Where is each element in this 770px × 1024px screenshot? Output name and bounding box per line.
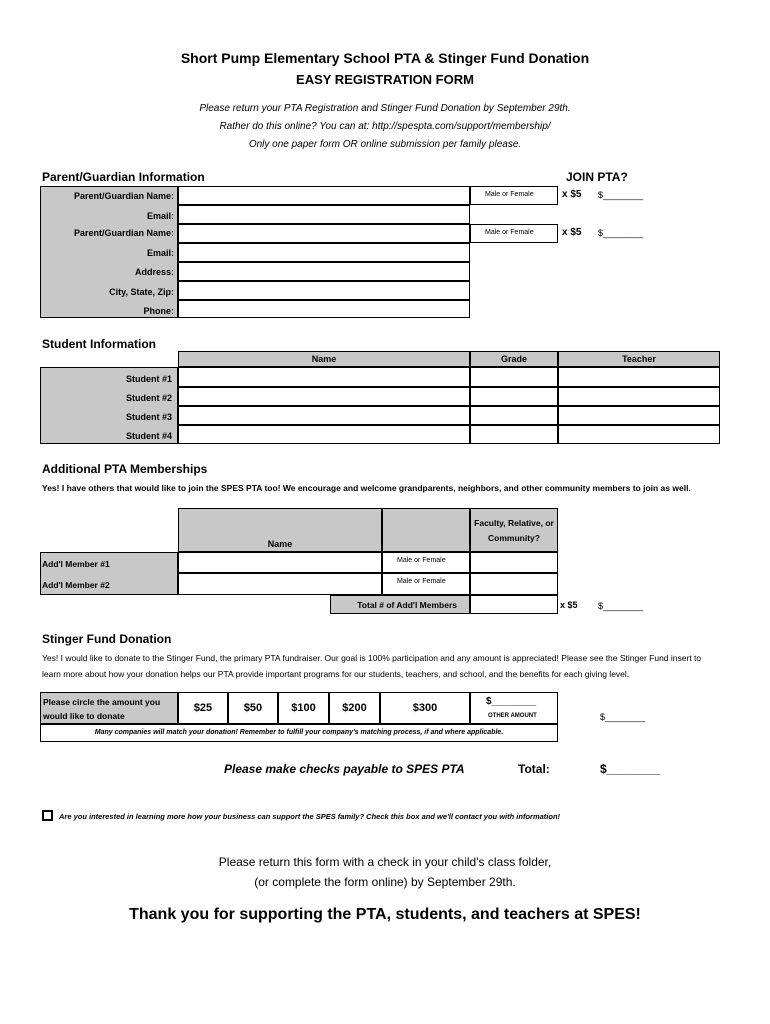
matching-note-cell bbox=[40, 724, 558, 742]
student1-grade-field[interactable] bbox=[470, 367, 558, 387]
parent2-name-field[interactable] bbox=[178, 224, 470, 243]
business-interest-checkbox[interactable] bbox=[42, 810, 53, 821]
stinger-intro-text: Yes! I would like to donate to the Stinger Fund, the primary PTA fundraiser. Our goal is 100% participation and any amount is appreciated! Please see the Stinger Fund insert to learn more about how your donation helps our PTA provide important programs for our students, teachers, and school, and the benefits for each giving level. bbox=[42, 653, 702, 679]
parent1-gender-field[interactable] bbox=[470, 186, 558, 205]
stinger-section-heading: Stinger Fund Donation bbox=[42, 632, 172, 646]
additional-section-heading: Additional PTA Memberships bbox=[42, 462, 208, 476]
city-field[interactable] bbox=[178, 281, 470, 300]
parent2-amount-blank: $________ bbox=[598, 228, 644, 238]
form-subtitle: EASY REGISTRATION FORM bbox=[296, 72, 474, 87]
form-title: Short Pump Elementary School PTA & Stinger Fund Donation bbox=[180, 50, 590, 66]
addl-name-header bbox=[178, 508, 382, 552]
col-teacher: Teacher bbox=[622, 354, 656, 364]
total-label: Total: bbox=[518, 762, 550, 776]
amount-option-label: $200 bbox=[342, 702, 367, 714]
student-teacher-header bbox=[558, 351, 720, 367]
instruction-line-3: Only one paper form OR online submission per family please. bbox=[248, 139, 522, 150]
student2-grade-field[interactable] bbox=[470, 387, 558, 406]
parent-section-heading: Parent/Guardian Information bbox=[42, 170, 205, 184]
parent2-price: x $5 bbox=[562, 227, 582, 238]
parent1-price: x $5 bbox=[562, 189, 582, 200]
student1-name-field[interactable] bbox=[178, 367, 470, 387]
student-grade-header bbox=[470, 351, 558, 367]
student4-grade-field[interactable] bbox=[470, 425, 558, 444]
addl-amount-blank: $________ bbox=[598, 601, 644, 611]
thank-you-message: Thank you for supporting the PTA, students, and teachers at SPES! bbox=[129, 906, 641, 923]
student-row-label: Student #1 bbox=[125, 374, 172, 384]
gender-placeholder: Male or Female bbox=[485, 191, 534, 198]
instruction-line-1: Please return your PTA Registration and Stinger Fund Donation by September 29th. bbox=[199, 103, 571, 114]
gender-placeholder: Male or Female bbox=[397, 557, 446, 564]
addl-member-2-label: Add'l Member #2 bbox=[42, 580, 110, 590]
total-addl-label: Total # of Add'l Members bbox=[357, 600, 457, 610]
parent1-name-field[interactable] bbox=[178, 186, 470, 205]
amount-option-label: $25 bbox=[193, 702, 213, 714]
parent2-email-label: Email: bbox=[146, 248, 174, 258]
col-grade: Grade bbox=[500, 354, 527, 364]
parent1-email-label: Email: bbox=[146, 211, 174, 221]
student-section-heading: Student Information bbox=[42, 337, 156, 351]
student-row-label: Student #2 bbox=[125, 393, 172, 403]
student1-teacher-field[interactable] bbox=[558, 367, 720, 387]
student-name-header bbox=[178, 351, 470, 367]
parent1-email-field[interactable] bbox=[178, 205, 470, 224]
parent2-email-field[interactable] bbox=[178, 243, 470, 262]
city-label: City, State, Zip: bbox=[109, 287, 174, 297]
checks-payable-note: Please make checks payable to SPES PTA bbox=[224, 762, 465, 776]
addl-member2-relation-field[interactable] bbox=[470, 573, 558, 595]
addl-price: x $5 bbox=[560, 600, 578, 610]
total-amount-blank: $________ bbox=[600, 762, 661, 776]
phone-field[interactable] bbox=[178, 300, 470, 318]
amount-option-25[interactable] bbox=[178, 692, 228, 724]
amount-option-50[interactable] bbox=[228, 692, 278, 724]
parent1-name-label: Parent/Guardian Name: bbox=[73, 191, 174, 201]
col-name: Name bbox=[267, 539, 293, 549]
parent1-amount-blank: $________ bbox=[598, 190, 644, 200]
addl-member2-name-field[interactable] bbox=[178, 573, 382, 595]
donation-amount-blank: $________ bbox=[600, 712, 646, 722]
student3-name-field[interactable] bbox=[178, 406, 470, 425]
amount-option-label: $50 bbox=[243, 702, 263, 714]
return-instruction-line-1: Please return this form with a check in your child's class folder, bbox=[218, 855, 552, 869]
student2-teacher-field[interactable] bbox=[558, 387, 720, 406]
col-name: Name bbox=[311, 354, 337, 364]
student-row-label: Student #4 bbox=[125, 431, 172, 441]
student2-name-field[interactable] bbox=[178, 387, 470, 406]
address-field[interactable] bbox=[178, 262, 470, 281]
student-row-label: Student #3 bbox=[125, 412, 172, 422]
student3-grade-field[interactable] bbox=[470, 406, 558, 425]
amount-option-label: $100 bbox=[291, 702, 316, 714]
addl-member2-gender-field[interactable] bbox=[382, 573, 470, 595]
additional-intro-text: Yes! I have others that would like to join the SPES PTA too! We encourage and welcome grandparents, neighbors, and other community members to join as well. bbox=[42, 483, 691, 493]
total-addl-label-cell bbox=[330, 595, 470, 614]
addl-relation-header bbox=[470, 508, 558, 552]
phone-label: Phone: bbox=[143, 306, 174, 316]
gender-placeholder: Male or Female bbox=[485, 229, 534, 236]
amount-option-200[interactable] bbox=[329, 692, 380, 724]
return-instruction-line-2: (or complete the form online) by September 29th. bbox=[254, 875, 516, 889]
student4-name-field[interactable] bbox=[178, 425, 470, 444]
parent2-name-label: Parent/Guardian Name: bbox=[73, 228, 174, 238]
address-label: Address: bbox=[134, 267, 174, 277]
other-amount-label: OTHER AMOUNT bbox=[488, 713, 537, 719]
addl-member1-relation-field[interactable] bbox=[470, 552, 558, 573]
student3-teacher-field[interactable] bbox=[558, 406, 720, 425]
other-amount-blank: $________ bbox=[486, 696, 537, 707]
addl-member-1-label: Add'l Member #1 bbox=[42, 559, 110, 569]
amount-option-label: $300 bbox=[412, 702, 438, 714]
gender-placeholder: Male or Female bbox=[397, 578, 446, 585]
total-addl-field[interactable] bbox=[470, 595, 558, 614]
circle-amount-label-cell bbox=[40, 692, 178, 724]
addl-gender-header bbox=[382, 508, 470, 552]
business-interest-text: Are you interested in learning more how your business can support the SPES family? Check this box and we'll contact you with information! bbox=[59, 812, 561, 821]
amount-option-300[interactable] bbox=[380, 692, 470, 724]
parent2-gender-field[interactable] bbox=[470, 224, 558, 243]
matching-note: Many companies will match your donation! Remember to fulfill your company's matching process, if and where applicable. bbox=[94, 729, 504, 736]
col-relation: Faculty, Relative, or Community? bbox=[474, 518, 554, 543]
instruction-line-2: Rather do this online? You can at: http://spespta.com/support/membership/ bbox=[219, 121, 551, 132]
student4-teacher-field[interactable] bbox=[558, 425, 720, 444]
addl-member1-name-field[interactable] bbox=[178, 552, 382, 573]
addl-member1-gender-field[interactable] bbox=[382, 552, 470, 573]
join-pta-heading: JOIN PTA? bbox=[566, 170, 628, 184]
amount-option-100[interactable] bbox=[278, 692, 329, 724]
circle-amount-label: Please circle the amount you would like to donate bbox=[43, 697, 161, 721]
other-amount-field[interactable] bbox=[470, 692, 558, 724]
